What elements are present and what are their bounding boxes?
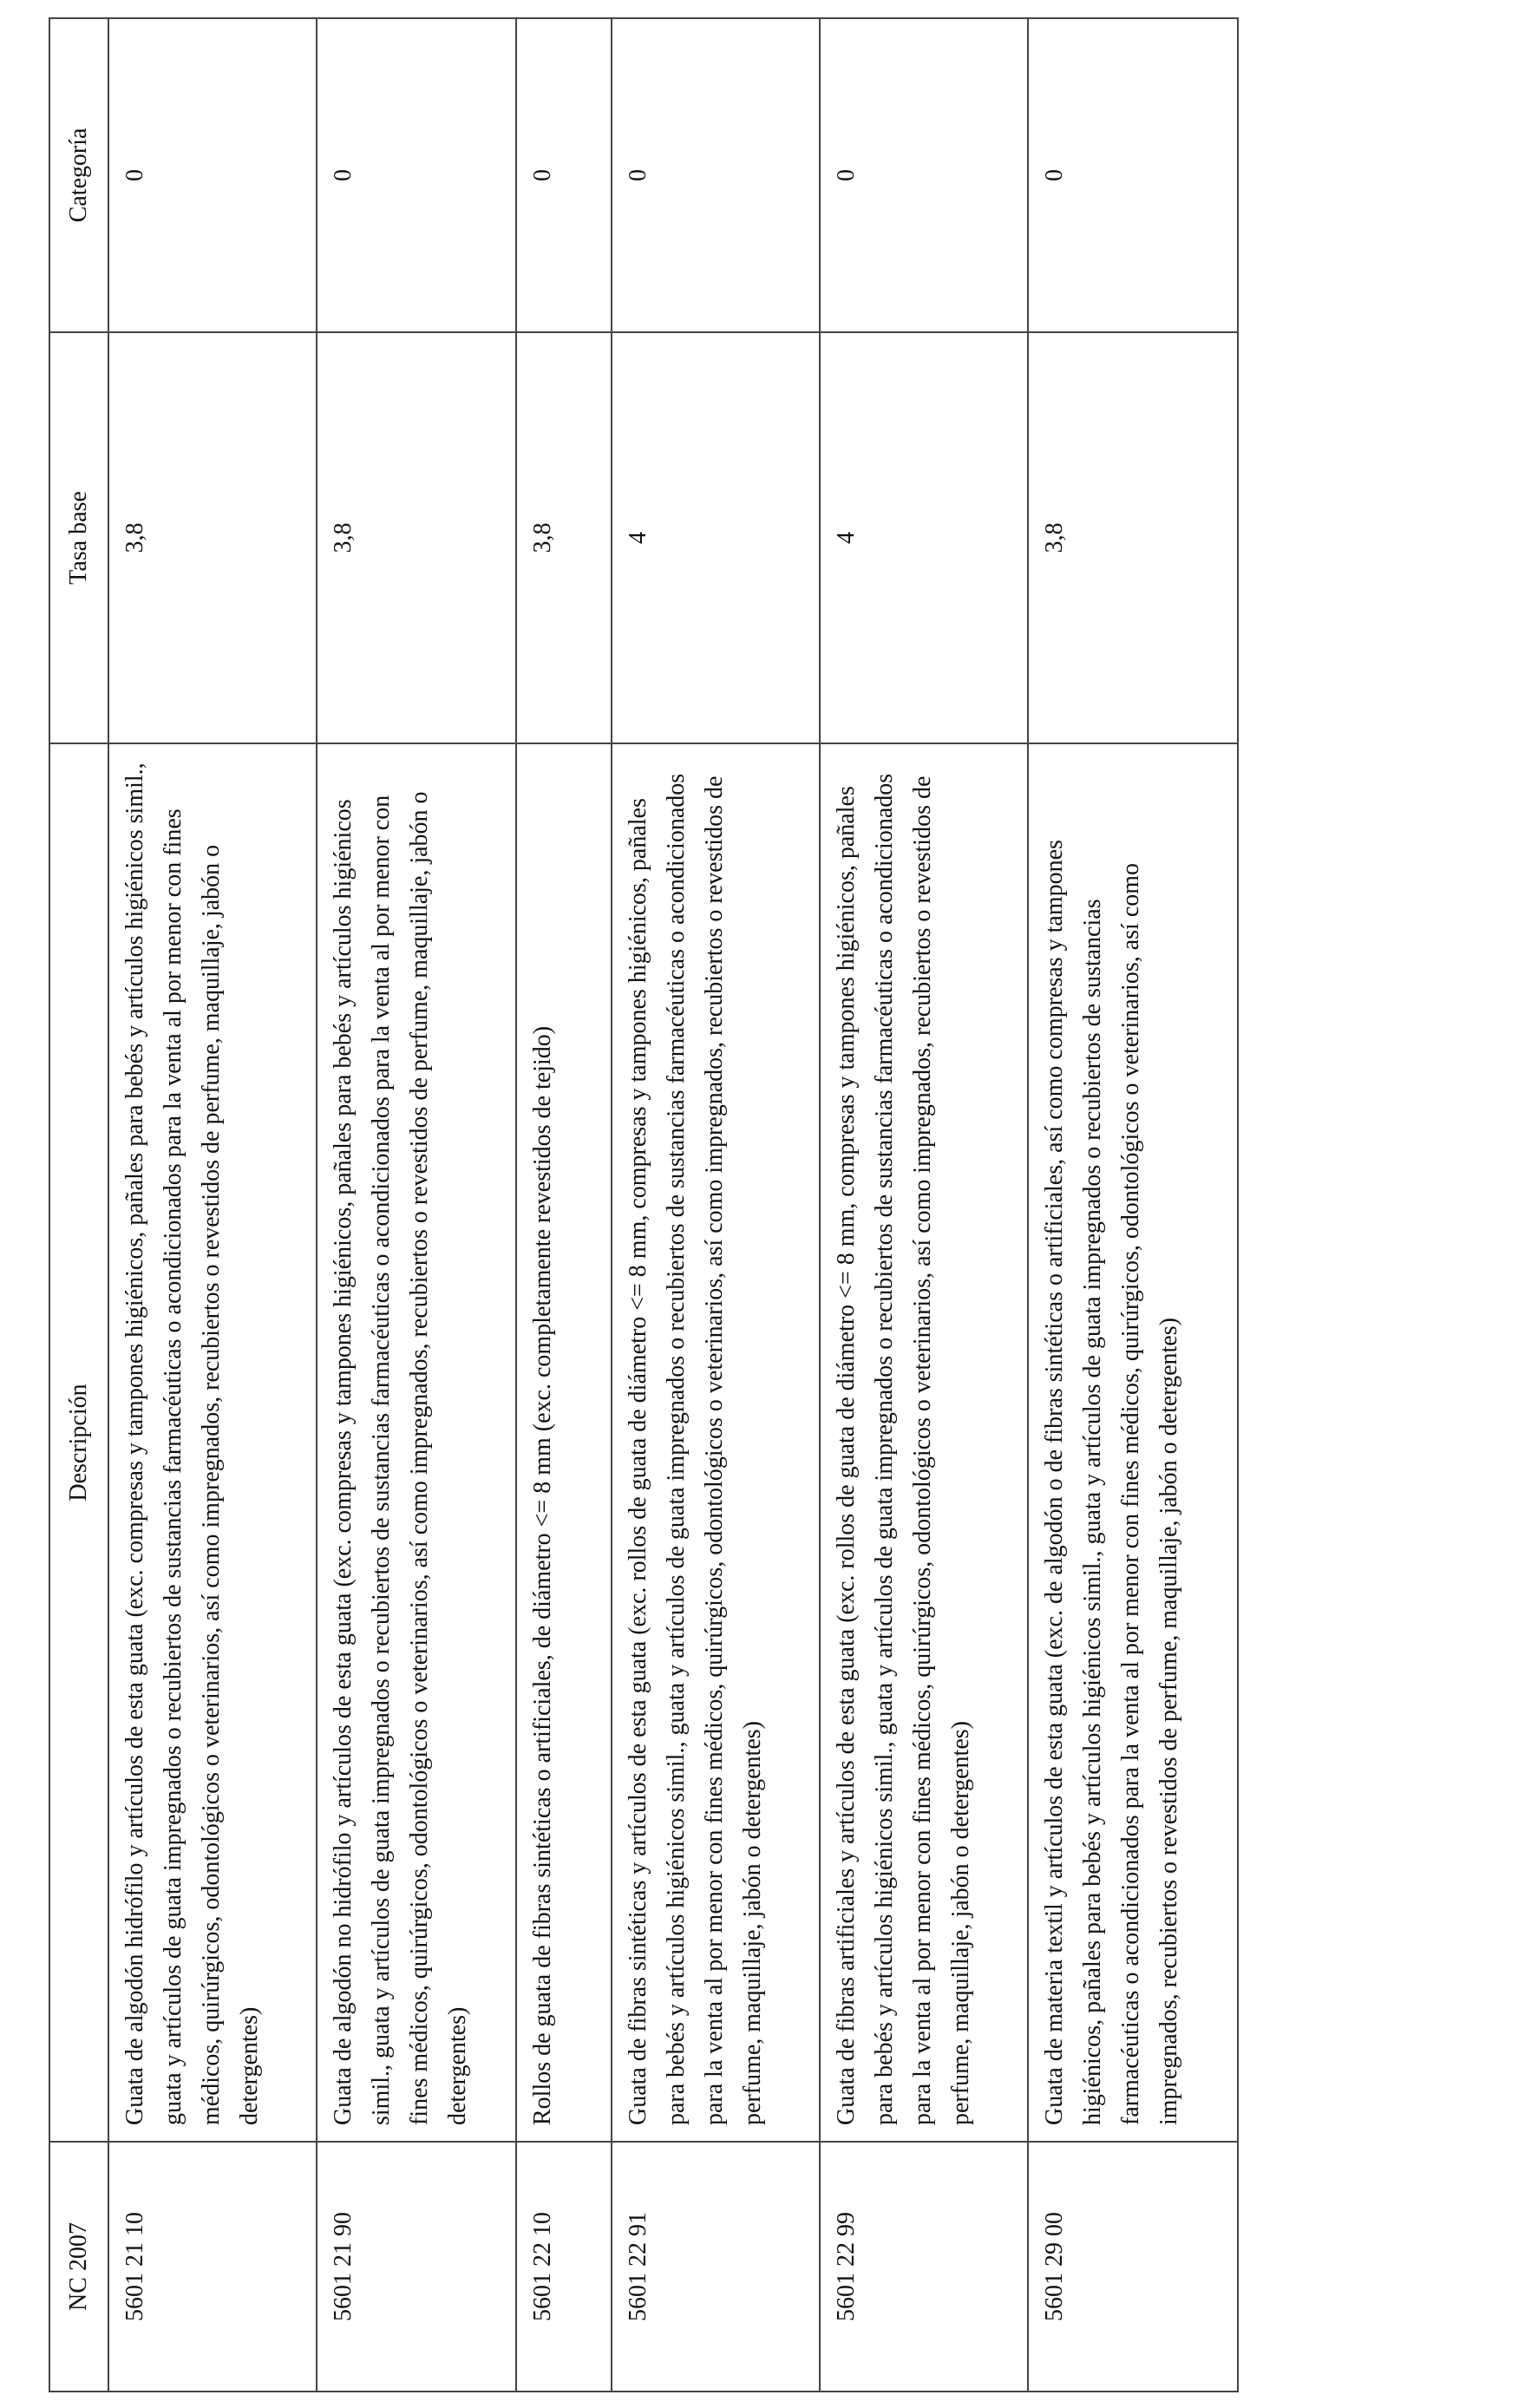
cell-rate: 4 bbox=[612, 332, 820, 743]
rotated-table-container bbox=[49, 19, 1237, 2392]
header-code: NC 2007 bbox=[49, 2142, 108, 2392]
cell-category: 0 bbox=[317, 18, 516, 332]
table-row bbox=[108, 18, 317, 2392]
cell-code: 5601 29 00 bbox=[1028, 2142, 1238, 2392]
cell-description: Guata de fibras sintéticas y artículos de esta guata (exc. rollos de guata de diámetro <= 8 mm, compresas y tampones higiénicos, pañales para bebés y artículos higiénicos simil., guata y artículos de guata impregnados o recubiertos de sustancias farmacéuticas o acondicionados para la venta al por menor con fines médicos, quirúrgicos, odontológicos o veterinarios, así como impregnados, recubiertos o revestidos de perfume, maquillaje, jabón o detergentes) bbox=[612, 743, 820, 2142]
cell-description: Guata de algodón no hidrófilo y artículos de esta guata (exc. compresas y tampones higiénicos, pañales para bebés y artículos higiénicos simil., guata y artículos de guata impregnados o recubiertos de sustancias farmacéuticas o acondicionados para la venta al por menor con fines médicos, quirúrgicos, odontológicos o veterinarios, así como impregnados, recubiertos o revestidos de perfume, maquillaje, jabón o detergentes) bbox=[317, 743, 516, 2142]
cell-rate: 3,8 bbox=[1028, 332, 1238, 743]
header-rate: Tasa base bbox=[49, 332, 108, 743]
cell-category: 0 bbox=[108, 18, 317, 332]
header-category: Categoría bbox=[49, 18, 108, 332]
cell-rate: 3,8 bbox=[516, 332, 612, 743]
cell-code: 5601 22 91 bbox=[612, 2142, 820, 2392]
cell-rate: 3,8 bbox=[108, 332, 317, 743]
header-description: Descripción bbox=[49, 743, 108, 2142]
table-row bbox=[516, 18, 612, 2392]
cell-category: 0 bbox=[820, 18, 1028, 332]
cell-category: 0 bbox=[612, 18, 820, 332]
cell-code: 5601 22 99 bbox=[820, 2142, 1028, 2392]
table-row bbox=[317, 18, 516, 2392]
table-row bbox=[820, 18, 1028, 2392]
table-header-row bbox=[49, 18, 108, 2392]
cell-description: Guata de algodón hidrófilo y artículos de esta guata (exc. compresas y tampones higiénicos, pañales para bebés y artículos higiénicos simil., guata y artículos de guata impregnados o recubiertos de sustancias farmacéuticas o acondicionados para la venta al por menor con fines médicos, quirúrgicos, odontológicos o veterinarios, así como impregnados, recubiertos o revestidos de perfume, maquillaje, jabón o detergentes) bbox=[108, 743, 317, 2142]
cell-code: 5601 21 10 bbox=[108, 2142, 317, 2392]
cell-rate: 4 bbox=[820, 332, 1028, 743]
cell-rate: 3,8 bbox=[317, 332, 516, 743]
cell-description: Guata de fibras artificiales y artículos de esta guata (exc. rollos de guata de diámetro <= 8 mm, compresas y tampones higiénicos, pañales para bebés y artículos higiénicos simil., guata y artículos de guata impregnados o recubiertos de sustancias farmacéuticas o acondicionados para la venta al por menor con fines médicos, quirúrgicos, odontológicos o veterinarios, así como impregnados, recubiertos o revestidos de perfume, maquillaje, jabón o detergentes) bbox=[820, 743, 1028, 2142]
table-row bbox=[1028, 18, 1238, 2392]
tariff-table bbox=[49, 17, 1239, 2392]
cell-category: 0 bbox=[516, 18, 612, 332]
cell-code: 5601 21 90 bbox=[317, 2142, 516, 2392]
cell-description: Guata de materia textil y artículos de esta guata (exc. de algodón o de fibras sintéticas o artificiales, así como compresas y tampones higiénicos, pañales para bebés y artículos higiénicos simil., guata y artículos de guata impregnados o recubiertos de sustancias farmacéuticas o acondicionados para la venta al por menor con fines médicos, quirúrgicos, odontológicos o veterinarios, así como impregnados, recubiertos o revestidos de perfume, maquillaje, jabón o detergentes) bbox=[1028, 743, 1238, 2142]
table-row bbox=[612, 18, 820, 2392]
cell-code: 5601 22 10 bbox=[516, 2142, 612, 2392]
cell-description: Rollos de guata de fibras sintéticas o artificiales, de diámetro <= 8 mm (exc. completamente revestidos de tejido) bbox=[516, 743, 612, 2142]
cell-category: 0 bbox=[1028, 18, 1238, 332]
